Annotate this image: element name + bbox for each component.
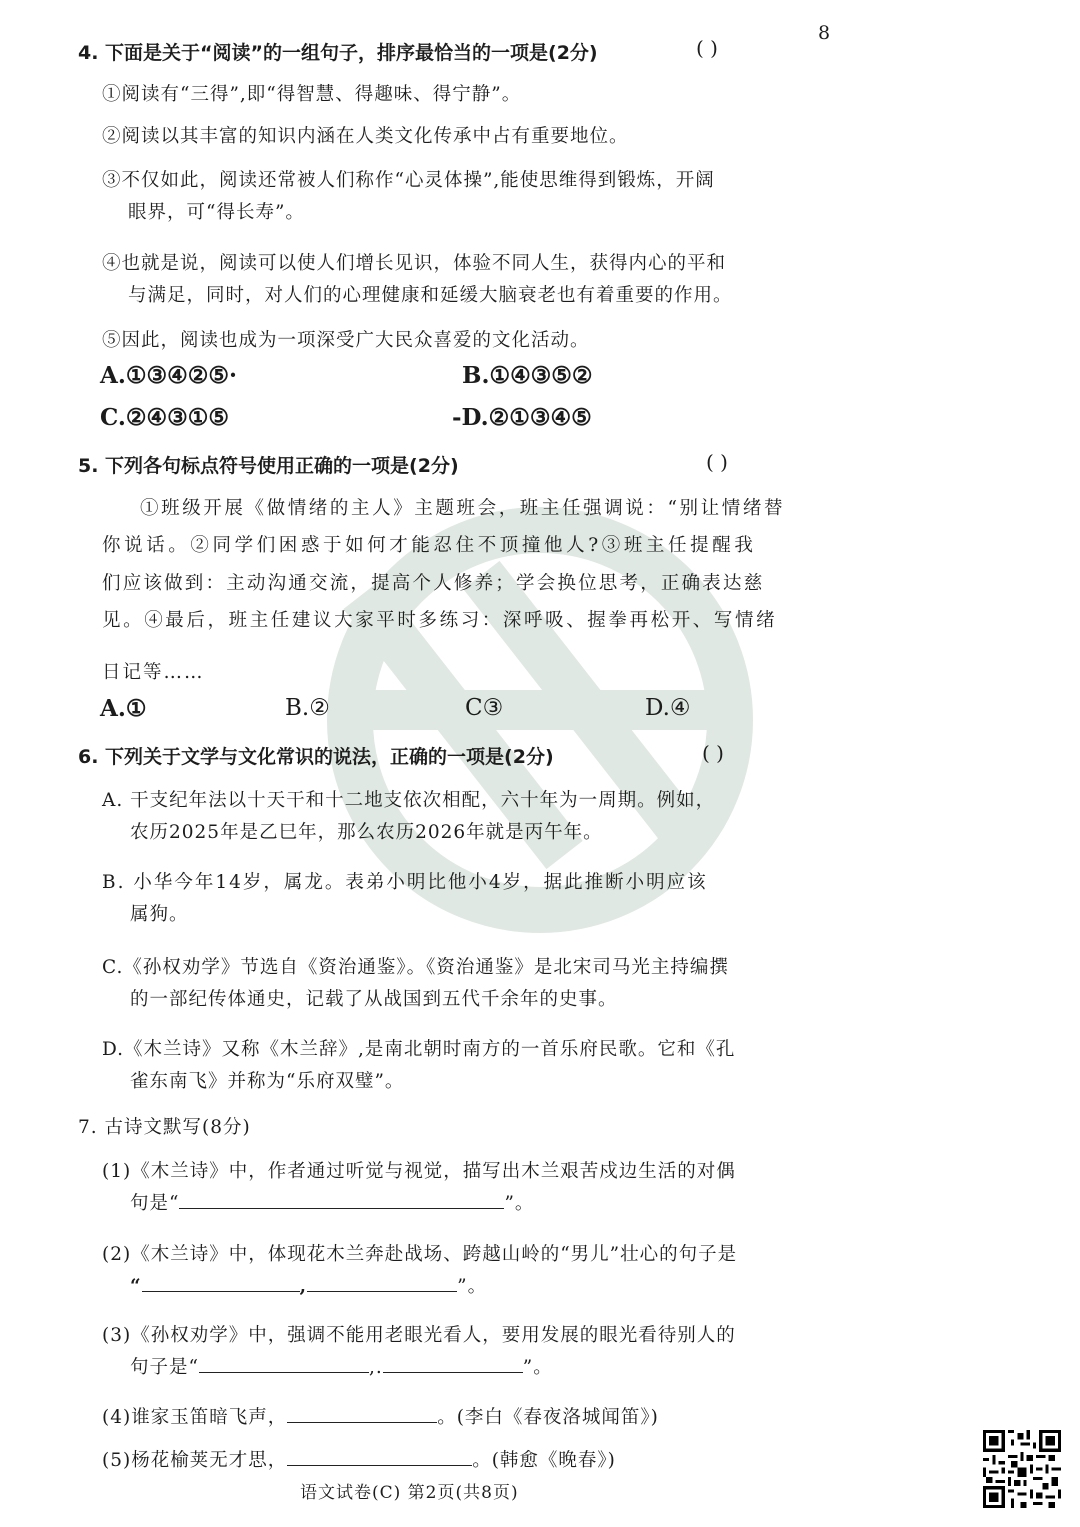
q7-item-3-blank-2[interactable]: [383, 1354, 523, 1373]
question-4-answer-paren: ( ): [696, 36, 718, 60]
q4-sentence-3b: 眼界，可“得长寿”。: [128, 202, 305, 223]
q5-option-c: C③: [465, 695, 504, 721]
q7-item-3-suffix: ”。: [522, 1357, 553, 1378]
q5-passage-line-4: 见。④最后，班主任建议大家平时多练习：深呼吸、握拳再松开、写情绪: [102, 610, 778, 631]
q7-item-3-blank-1[interactable]: [199, 1354, 369, 1373]
question-5-answer-paren: ( ): [706, 450, 728, 474]
qr-code-icon: [983, 1430, 1061, 1508]
q7-item-3-prompt: (3)《孙权劝学》中，强调不能用老眼光看人，要用发展的眼光看待别人的: [102, 1325, 736, 1346]
q6-option-c-line-2: 的一部纪传体通史，记载了从战国到五代千余年的史事。: [130, 989, 618, 1010]
q7-item-1-answer-line: [130, 1189, 534, 1215]
q7-item-4: [102, 1403, 659, 1429]
page-footer: 语文试卷(C) 第2页(共8页): [300, 1483, 519, 1503]
q7-item-2-suffix: ”。: [457, 1276, 488, 1297]
q7-item-4-blank[interactable]: [287, 1404, 437, 1423]
q7-item-2-prefix: “: [130, 1276, 142, 1297]
q7-item-5: [102, 1446, 616, 1472]
q7-item-1-prefix: 句是“: [130, 1193, 180, 1214]
page-number: 8: [818, 22, 831, 44]
q4-option-c: C.②④③①⑤: [100, 404, 230, 431]
question-4-title: 4. 下面是关于“阅读”的一组句子，排序最恰当的一项是(2分): [78, 42, 598, 64]
q5-passage-line-1: ①班级开展《做情绪的主人》主题班会，班主任强调说：“别让情绪替: [140, 498, 786, 519]
q5-passage-line-3: 们应该做到：主动沟通交流，提高个人修养；学会换位思考，正确表达慈: [102, 573, 765, 594]
q6-option-a-line-2: 农历2025年是乙巳年，那么农历2026年就是丙午年。: [130, 822, 603, 843]
q7-item-5-prefix: (5)杨花榆荚无才思，: [102, 1450, 288, 1471]
q4-sentence-1: ①阅读有“三得”,即“得智慧、得趣味、得宁静”。: [102, 84, 522, 105]
q5-passage-line-2: 你说话。②同学们困惑于如何才能忍住不顶撞他人?③班主任提醒我: [102, 535, 757, 556]
question-6-answer-paren: ( ): [702, 741, 724, 765]
q7-item-2-prompt: (2)《木兰诗》中，体现花木兰奔赴战场、跨越山岭的“男儿”壮心的句子是: [102, 1244, 738, 1265]
q6-option-b-line-1: B. 小华今年14岁，属龙。表弟小明比他小4岁，据此推断小明应该: [102, 872, 708, 893]
q7-item-2-blank-2[interactable]: [307, 1273, 457, 1292]
q7-item-2-answer-line: [130, 1272, 487, 1298]
q4-sentence-5: ⑤因此，阅读也成为一项深受广大民众喜爱的文化活动。: [102, 330, 590, 351]
q6-option-d-line-1: D.《木兰诗》又称《木兰辞》,是南北朝时南方的一首乐府民歌。它和《孔: [102, 1039, 736, 1060]
q7-item-4-suffix: 。(李白《春夜洛城闻笛》): [437, 1407, 659, 1428]
q4-sentence-3a: ③不仅如此，阅读还常被人们称作“心灵体操”,能使思维得到锻炼，开阔: [102, 170, 715, 191]
q4-option-a: A.①③④②⑤·: [100, 362, 237, 389]
q7-item-2-separator: ,: [299, 1276, 308, 1297]
q6-option-b-line-2: 属狗。: [130, 904, 189, 925]
q5-option-a: A.①: [100, 695, 147, 722]
q4-option-b: B.①④③⑤②: [462, 362, 593, 389]
question-5-title: 5. 下列各句标点符号使用正确的一项是(2分): [78, 455, 459, 477]
q5-passage-line-5: 日记等……: [102, 662, 205, 683]
q4-sentence-4b: 与满足，同时，对人们的心理健康和延缓大脑衰老也有着重要的作用。: [128, 285, 733, 306]
q7-item-5-blank[interactable]: [287, 1447, 472, 1466]
q4-sentence-2: ②阅读以其丰富的知识内涵在人类文化传承中占有重要地位。: [102, 126, 629, 147]
question-7-title: 7. 古诗文默写(8分): [78, 1117, 251, 1138]
question-6-title: 6. 下列关于文学与文化常识的说法，正确的一项是(2分): [78, 746, 554, 768]
q6-option-a-line-1: A. 干支纪年法以十天干和十二地支依次相配，六十年为一周期。例如，: [102, 790, 716, 811]
q7-item-3-prefix: 句子是“: [130, 1357, 199, 1378]
q7-item-3-answer-line: [130, 1353, 553, 1379]
q7-item-4-prefix: (4)谁家玉笛暗飞声，: [102, 1407, 288, 1428]
q7-item-5-suffix: 。(韩愈《晚春》): [472, 1450, 616, 1471]
q7-item-1-prompt: (1)《木兰诗》中，作者通过听觉与视觉，描写出木兰艰苦戍边生活的对偶: [102, 1161, 736, 1182]
q7-item-1-blank[interactable]: [179, 1190, 504, 1209]
q6-option-c-line-1: C.《孙权劝学》节选自《资治通鉴》。《资治通鉴》是北宋司马光主持编撰: [102, 957, 729, 978]
q5-option-b: B.②: [285, 695, 330, 721]
q7-item-1-suffix: ”。: [504, 1193, 535, 1214]
q7-item-3-separator: ,.: [368, 1357, 383, 1378]
q5-option-d: D.④: [645, 695, 691, 721]
q6-option-d-line-2: 雀东南飞》并称为“乐府双璧”。: [130, 1071, 405, 1092]
q7-item-2-blank-1[interactable]: [142, 1273, 300, 1292]
q4-option-d: -D.②①③④⑤: [452, 404, 592, 431]
q4-sentence-4a: ④也就是说，阅读可以使人们增长见识，体验不同人生，获得内心的平和: [102, 253, 727, 274]
